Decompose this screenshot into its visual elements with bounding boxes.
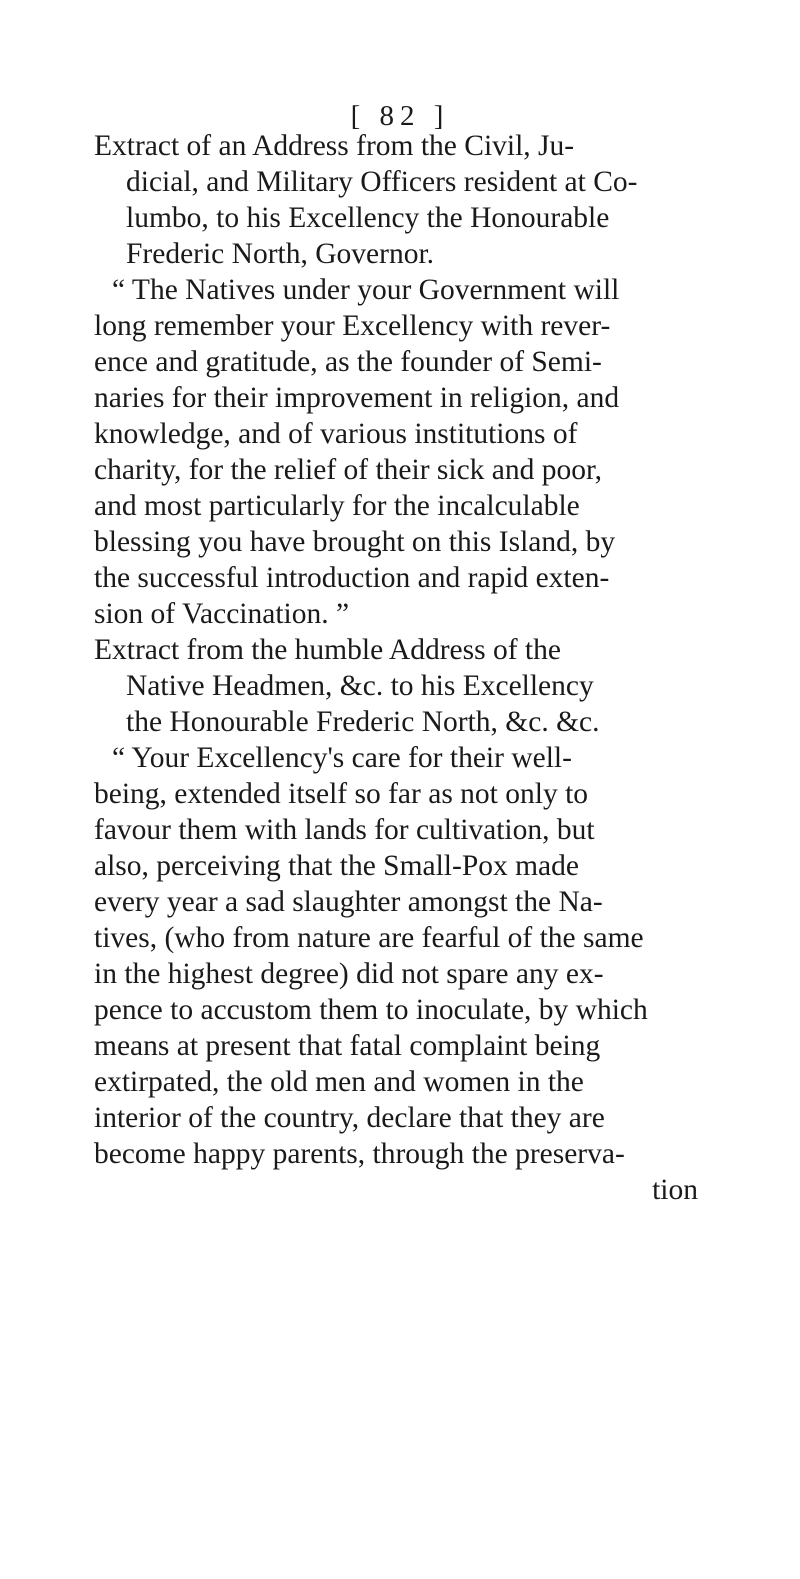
text-line: dicial, and Military Officers resident at Co- xyxy=(126,166,638,198)
text-line: naries for their improvement in religion, and xyxy=(94,382,620,414)
text-line: Extract of an Address from the Civil, Ju- xyxy=(94,130,575,162)
text-line: “ Your Excellency's care for their well- xyxy=(112,742,572,774)
text-line: interior of the country, declare that they are xyxy=(94,1102,605,1134)
text-line: every year a sad slaughter amongst the Na- xyxy=(94,886,603,918)
text-line: knowledge, and of various institutions of xyxy=(94,418,578,450)
text-line: extirpated, the old men and women in the xyxy=(94,1066,584,1098)
text-line: also, perceiving that the Small-Pox made xyxy=(94,850,579,882)
page-number: [ 82 ] xyxy=(350,100,450,132)
catchword: tion xyxy=(652,1174,698,1206)
text-line: Extract from the humble Address of the xyxy=(94,634,561,666)
text-line: sion of Vaccination. ” xyxy=(94,598,350,630)
text-line: Native Headmen, &c. to his Excellency xyxy=(126,670,594,702)
text-line: means at present that fatal complaint being xyxy=(94,1030,601,1062)
text-line: pence to accustom them to inoculate, by which xyxy=(94,994,648,1026)
text-line: tives, (who from nature are fearful of the same xyxy=(94,922,644,954)
text-line: in the highest degree) did not spare any ex- xyxy=(94,958,604,990)
text-line: become happy parents, through the preserva- xyxy=(94,1138,625,1170)
text-line: the Honourable Frederic North, &c. &c. xyxy=(126,706,600,738)
text-line: being, extended itself so far as not only to xyxy=(94,778,589,810)
text-line: “ The Natives under your Government will xyxy=(112,274,620,306)
text-line: the successful introduction and rapid exten- xyxy=(94,562,610,594)
text-line: blessing you have brought on this Island, by xyxy=(94,526,616,558)
text-line: Frederic North, Governor. xyxy=(126,238,435,270)
text-line: lumbo, to his Excellency the Honourable xyxy=(126,202,610,234)
text-line: long remember your Excellency with rever- xyxy=(94,310,611,342)
text-line: favour them with lands for cultivation, but xyxy=(94,814,595,846)
text-line: ence and gratitude, as the founder of Semi- xyxy=(94,346,602,378)
text-line: and most particularly for the incalculable xyxy=(94,490,580,522)
text-line: charity, for the relief of their sick and poor, xyxy=(94,454,603,486)
